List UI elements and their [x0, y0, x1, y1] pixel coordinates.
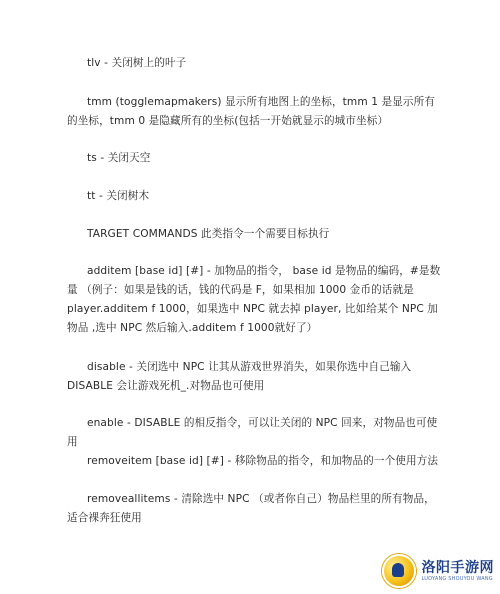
watermark-subtitle: LUOYANG SHOUYOU WANG — [421, 575, 493, 582]
paragraph-ts-text: ts - 关闭天空 — [87, 152, 151, 164]
paragraph-enable — [67, 414, 445, 452]
paragraph-removeitem — [67, 452, 445, 471]
paragraph-target-commands-text: TARGET COMMANDS 此类指令一个需要目标执行 — [87, 228, 330, 240]
site-watermark — [382, 554, 495, 588]
paragraph-tt-text: tt - 关闭树木 — [87, 190, 150, 202]
paragraph-tmm — [67, 93, 445, 131]
paragraph-tlv — [67, 54, 445, 73]
paragraph-removeitem-text: removeitem [base id] [#] - 移除物品的指令，和加物品的一个使用方法 — [87, 455, 439, 467]
paragraph-tt — [67, 187, 445, 206]
watermark-title: 洛阳手游网 — [421, 559, 494, 576]
watermark-text — [422, 561, 495, 582]
paragraph-additem — [67, 262, 445, 338]
paragraph-removeallitems — [67, 490, 445, 528]
paragraph-additem-text: additem [base id] [#] - 加物品的指令， base id 是物品的编码，#是数量 （例子：如果是钱的话，钱的代码是 F，如果相加 1000 金币的话就是 player.additem f 1000，如果选中 NPC 就去掉 player, 比如给某个 NPC 加物品 ,选中 NPC 然后输入.additem f 1000就好了） — [67, 265, 441, 334]
paragraph-tmm-text: tmm (togglemapmakers) 显示所有地图上的坐标，tmm 1 是显示所有的坐标，tmm 0 是隐藏所有的坐标(包括一开始就显示的城市坐标） — [67, 96, 436, 127]
paragraph-disable — [67, 358, 445, 396]
paragraph-enable-text: enable - DISABLE 的相反指令，可以让关闭的 NPC 回来，对物品也可使用 — [67, 417, 438, 448]
paragraph-disable-text: disable - 关闭选中 NPC 让其从游戏世界消失，如果你选中自己输入 DISABLE 会让游戏死机_.对物品也可使用 — [67, 361, 412, 392]
site-logo-icon — [382, 554, 416, 588]
paragraph-ts — [67, 149, 445, 168]
paragraph-target-commands — [67, 225, 445, 244]
paragraph-tlv-text: tlv - 关闭树上的叶子 — [87, 57, 187, 69]
paragraph-removeallitems-text: removeallitems - 清除选中 NPC （或者你自己）物品栏里的所有物品，适合裸奔狂使用 — [67, 493, 435, 524]
